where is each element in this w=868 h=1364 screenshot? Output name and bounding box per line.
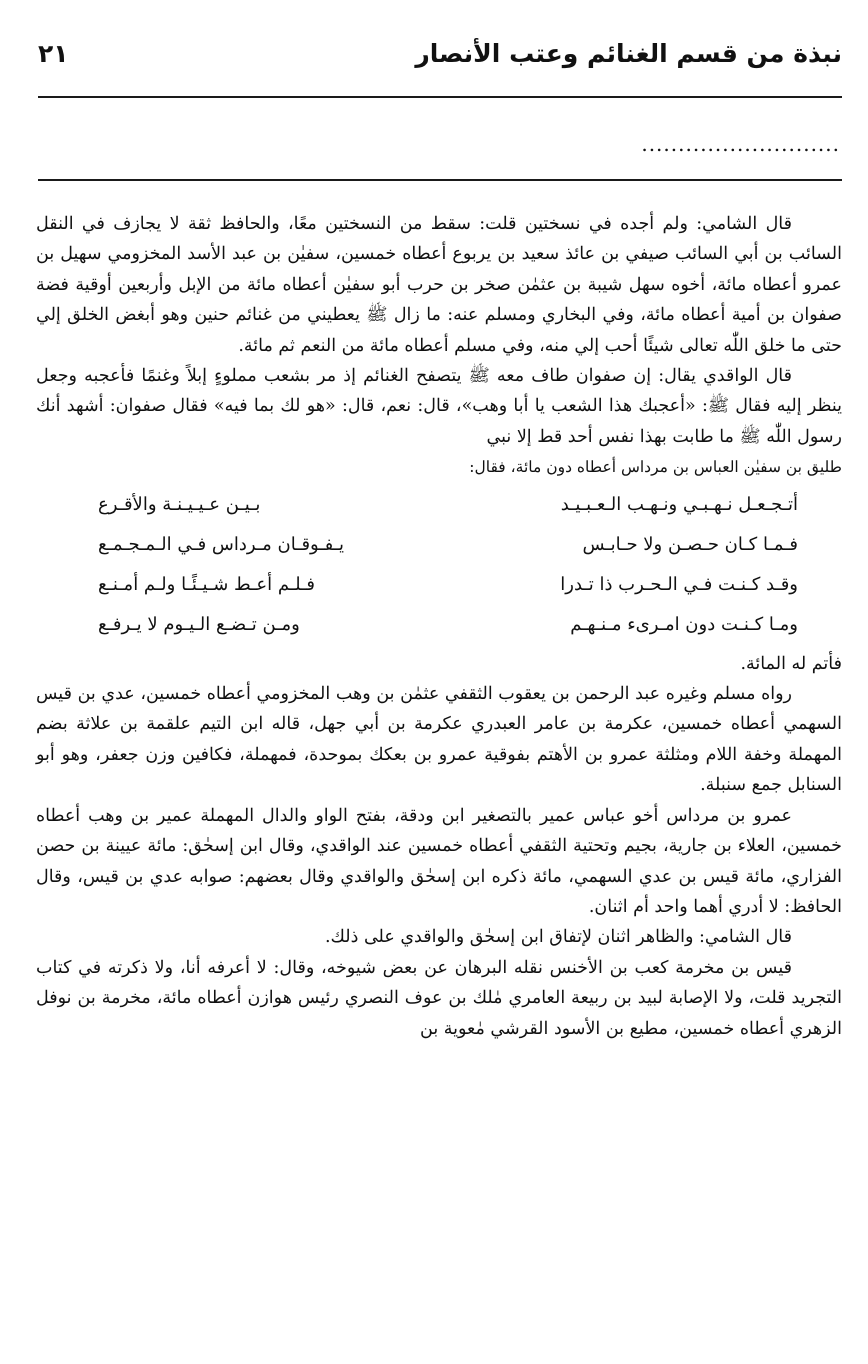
poem	[36, 485, 842, 645]
poem-verse	[98, 565, 798, 605]
poem-outro: فأتم له المائة.	[740, 653, 842, 674]
page-header	[38, 32, 842, 76]
verse-second-hemistich: بـيـن عـيـيـنـة والأقـرع	[98, 493, 261, 515]
verse-first-hemistich: أتـجـعـل نـهـبـي ونـهـب الـعـبـيـد	[560, 493, 798, 515]
page-number: ٢١	[38, 39, 69, 68]
verse-second-hemistich: فـلـم أعـط شـيـئًـا ولـم أمـنـع	[98, 573, 315, 595]
verse-first-hemistich: فـمـا كـان حـصـن ولا حـابـس	[582, 533, 798, 555]
poem-intro: طليق بن سفيٰن العباس بن مرداس أعطاه دون مائة، فقال:	[469, 458, 842, 477]
paragraph: قال الواقدي يقال: إن صفوان طاف معه ﷺ يتصفح الغنائم إذ مر بشعب مملوءٍ إبلاً وغنمًا فأعجبه وجعل ينظر إليه فقال ﷺ: «أعجبك هذا الشعب يا أبا وهب»، قال: نعم، قال: «هو لك بما فيه» فقال صفوان: أشهد أنك رسول اللّٰه ﷺ ما طابت بهذا نفس أحد قط إلا نبي	[36, 366, 842, 447]
verse-second-hemistich: يـفـوقـان مـرداس فـي الـمـجـمـع	[98, 533, 345, 555]
paragraph: عمرو بن مرداس أخو عباس عمير بالتصغير ابن ودقة، بفتح الواو والدال المهملة عمير بن وهب أعطاه خمسين، العلاء بن جارية، بجيم وتحتية الثقفي أعطاه خمسين عند الواقدي، وقال ابن إسحٰق: مائة عيينة بن حصن الفزاري، مائة قيس بن عدي السهمي، مائة ذكره ابن إسحٰق والواقدي وقال بعضهم: صوابه عدي بن قيس، وقال الحافظ: لا أدري أهما واحد أم اثنان.	[36, 805, 842, 917]
paragraph: قال الشامي: والظاهر اثنان لإتفاق ابن إسحٰق والواقدي على ذلك.	[324, 927, 792, 948]
poem-verse	[98, 605, 798, 645]
paragraph: رواه مسلم وغيره عبد الرحمن بن يعقوب الثقفي عثمٰن بن وهب المخزومي أعطاه خمسين، عدي بن قيس السهمي أعطاه خمسين، عكرمة بن عامر العبدري عكرمة بن أبي جهل، قاله ابن التيم علقمة بن علاثة بضم المهملة وخفة اللام ومثلثة عمرو بن الأهتم بفوقية عمرو بن بعكك بموحدة، فمهملة، فكافين وزن جعفر، وهو أبو السنابل جمع سنبلة.	[36, 684, 842, 796]
section-rule	[38, 179, 842, 181]
poem-verse	[98, 485, 798, 525]
body-text	[36, 209, 842, 1044]
verse-first-hemistich: وقـد كـنـت فـي الـحـرب ذا تـدرا	[560, 573, 798, 595]
header-rule	[38, 96, 842, 98]
running-title: نبذة من قسم الغنائم وعتب الأنصار	[415, 39, 842, 68]
verse-second-hemistich: ومـن تـضـع الـيـوم لا يـرفـع	[98, 613, 300, 635]
verse-first-hemistich: ومـا كـنـت دون امـرىء مـنـهـم	[570, 613, 798, 635]
poem-verse	[98, 525, 798, 565]
paragraph: قيس بن مخرمة كعب بن الأخنس نقله البرهان عن بعض شيوخه، وقال: لا أعرفه أنا، ولا ذكرته في كتاب التجريد قلت، ولا الإصابة لبيد بن ربيعة العامري مٰلك بن عوف النصري رئيس هوازن أعطاه مائة، مخرمة بن نوفل الزهري أعطاه خمسين، مطيع بن الأسود القرشي مٰعوية بن	[36, 957, 842, 1039]
paragraph: قال الشامي: ولم أجده في نسختين قلت: سقط من النسختين معًا، والحافظ ثقة لا يجازف في النقل السائب بن أبي السائب صيفي بن عائذ سعيد بن يربوع أعطاه خمسين، سفيٰن بن عبد الأسد المخزومي سهيل بن عمرو أعطاه مائة، أخوه سهل شيبة بن عثمٰن صخر بن حرب أبو سفيٰن أعطاه مائة من الإبل وأربعين أوقية فضة صفوان بن أمية أعطاه مائة، وفي البخاري ومسلم عنه: ما زال ﷺ يعطيني من غنائم حنين وهو أبغض الخلق إلي حتى ما خلق اللّٰه تعالى شيئًا أحب إلي منه، وفي مسلم أعطاه مائة من النعم ثم مائة.	[36, 214, 842, 356]
elided-text-marker: ...........................	[641, 132, 840, 156]
